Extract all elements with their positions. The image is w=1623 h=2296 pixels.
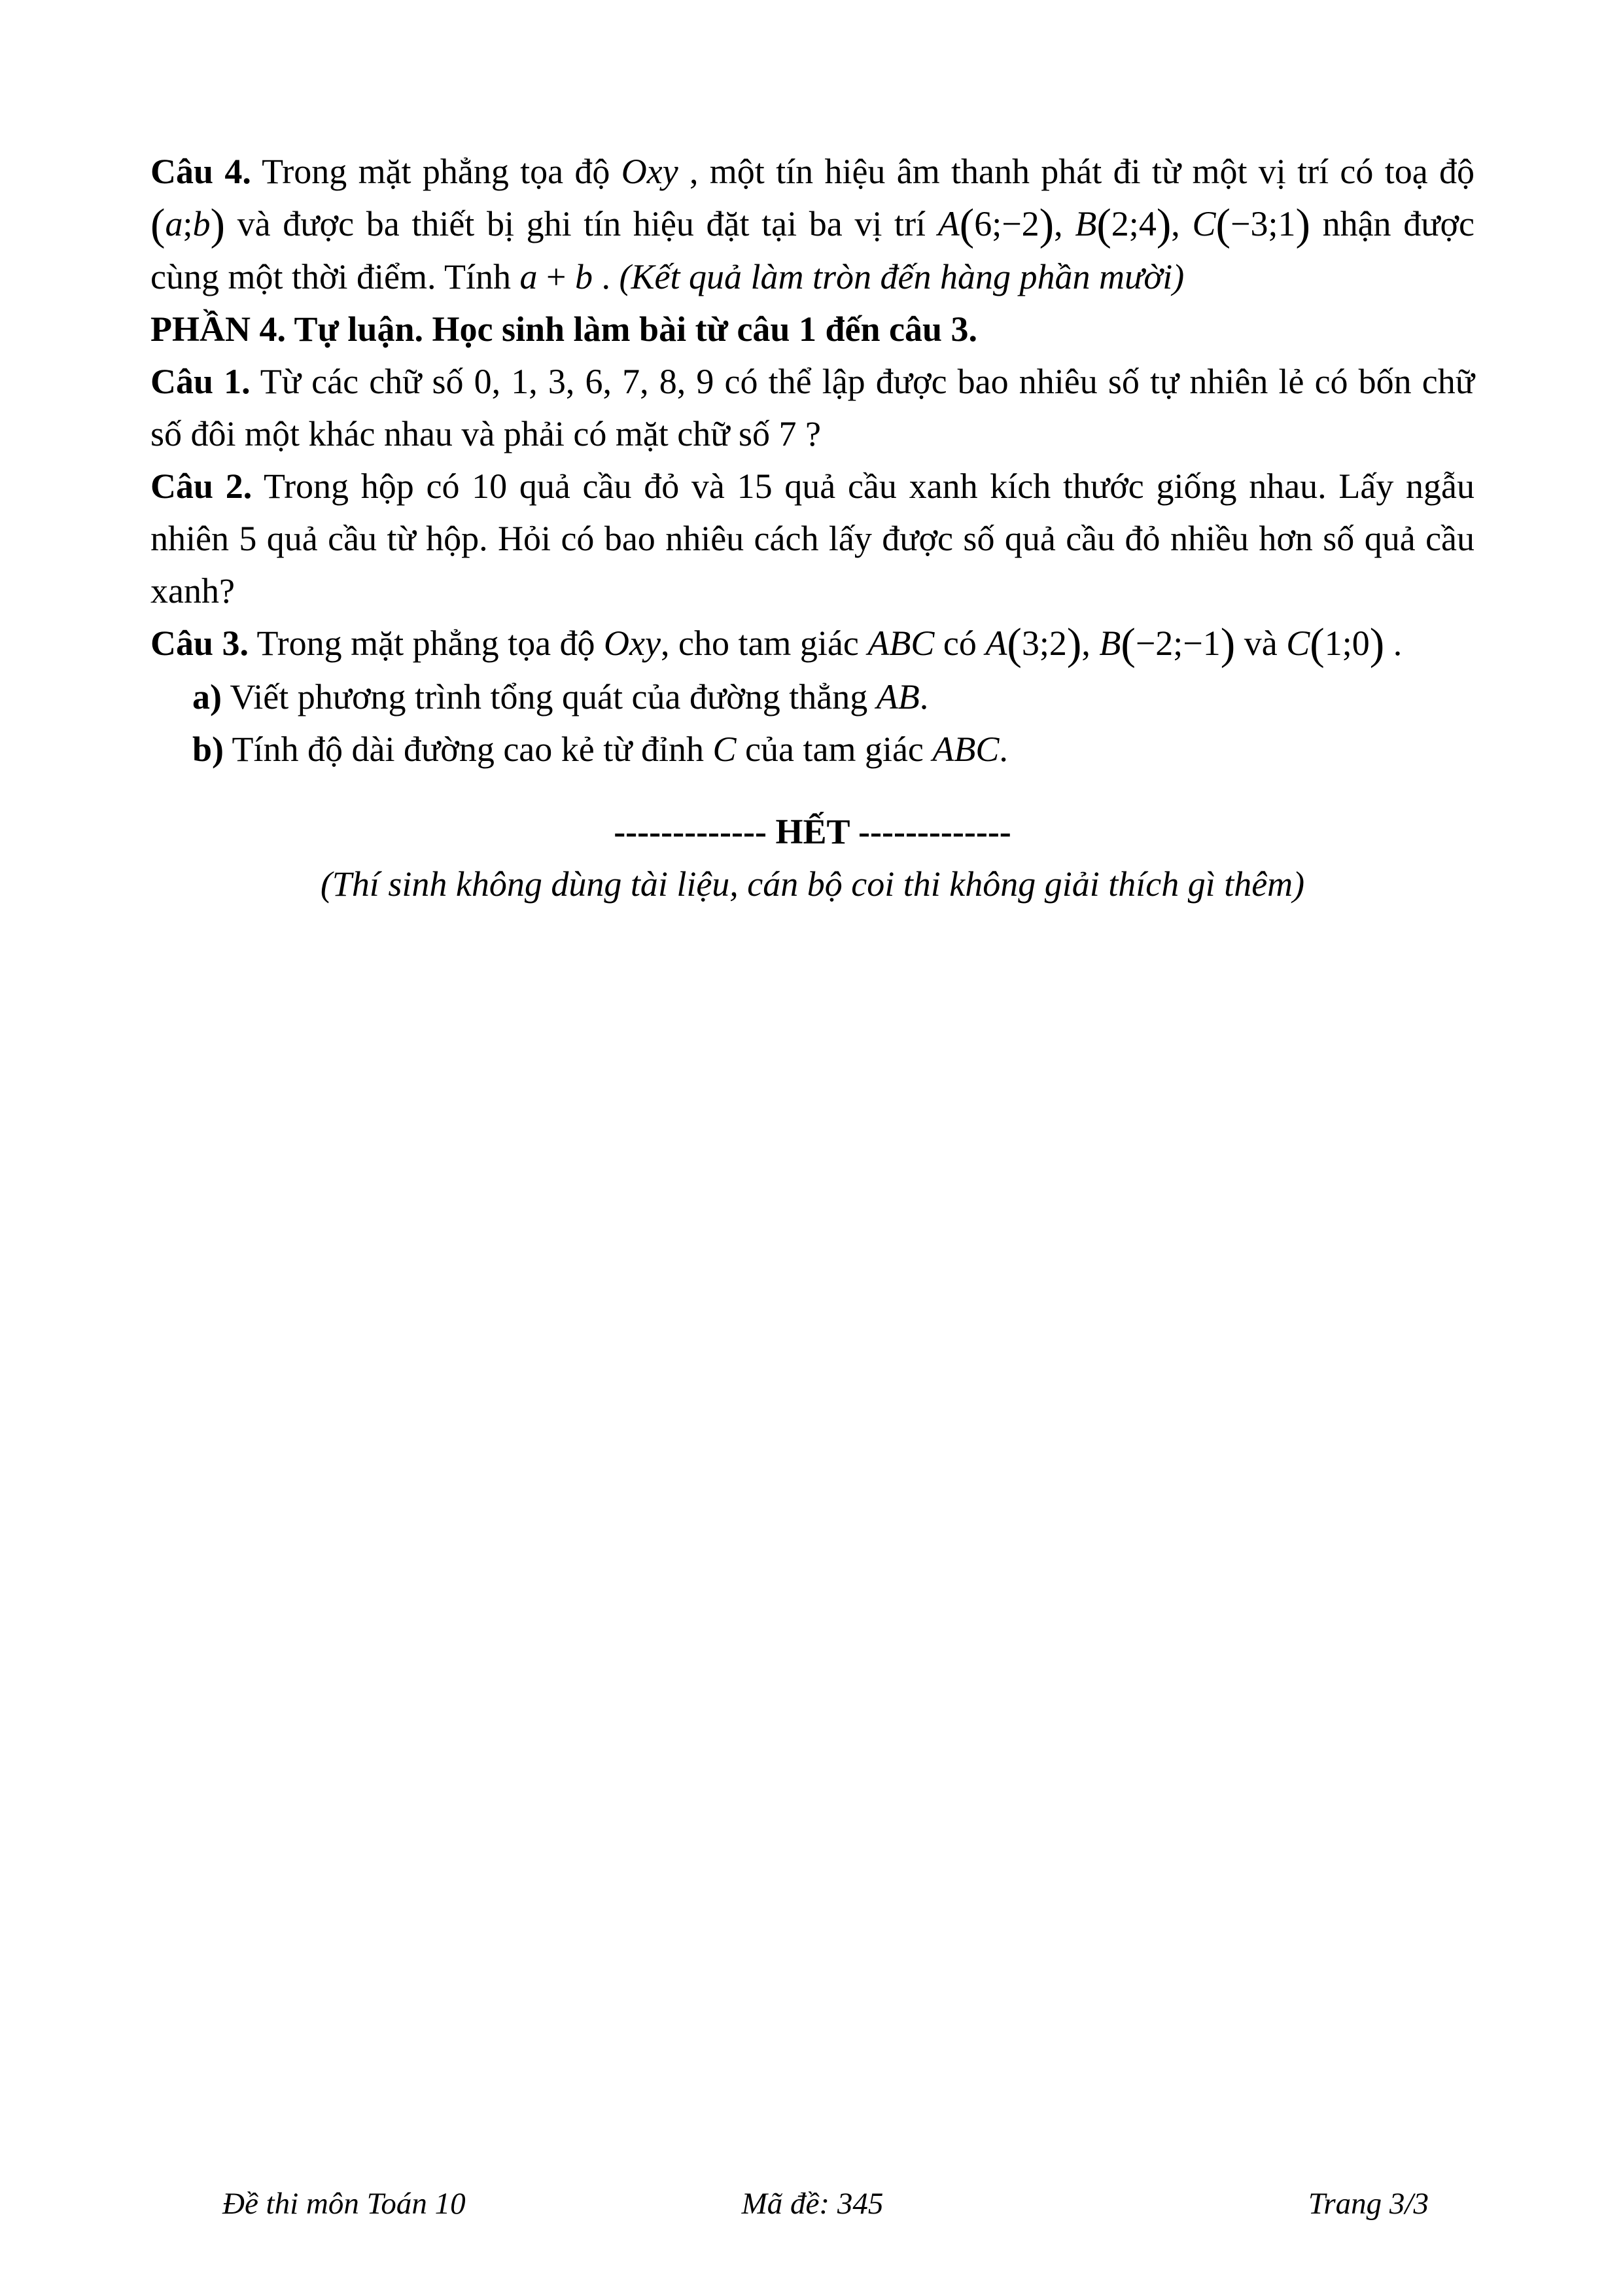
text-segment: b) <box>192 729 224 769</box>
text-segment: . <box>593 257 620 297</box>
math-segment: (a;b) <box>150 200 225 249</box>
text-segment: có <box>934 624 986 663</box>
text-segment: Câu 4. <box>150 152 251 191</box>
text-segment: Câu 1. <box>150 362 251 402</box>
text-segment: C <box>712 729 737 769</box>
text-segment: . <box>1384 624 1403 663</box>
question-2-line-3 <box>150 565 1475 617</box>
page-footer <box>150 2184 1475 2223</box>
text-segment: Từ các chữ số 0, 1, 3, 6, 7, 8, 9 có thể lập được bao nhiêu số tự nhiên lẻ có bốn chữ <box>250 362 1475 402</box>
question-1-line-1 <box>150 355 1475 408</box>
question-1-line-2 <box>150 408 1475 460</box>
text-segment: và <box>1235 624 1287 663</box>
math-segment: a + b <box>519 257 593 297</box>
math-segment: A(3;2), <box>985 619 1091 669</box>
text-segment: xanh? <box>150 571 235 611</box>
text-segment: (Thí sinh không dùng tài liệu, cán bộ coi thi không giải thích gì thêm) <box>320 864 1305 904</box>
text-segment: , cho tam giác <box>660 624 868 663</box>
part-4-heading <box>150 303 1475 355</box>
question-2-line-2 <box>150 512 1475 565</box>
math-segment: B(−2;−1) <box>1099 619 1236 669</box>
end-note <box>150 858 1475 910</box>
question-3-item-a <box>150 671 1475 723</box>
text-segment: và được ba thiết bị ghi tín hiệu đặt tại ba vị trí <box>224 204 938 243</box>
text-segment: Trong mặt phẳng tọa độ <box>251 152 621 191</box>
footer-exam-code: Mã đề: 345 <box>741 2187 884 2221</box>
text-segment: nhận được <box>1310 204 1475 243</box>
text-segment: Viết phương trình tổng quát của đường thẳng <box>221 677 877 716</box>
question-4-line-1 <box>150 145 1475 198</box>
question-4-line-3 <box>150 251 1475 303</box>
math-segment: C(1;0) <box>1286 619 1385 669</box>
text-segment: của tam giác <box>736 729 933 769</box>
text-segment: Câu 3. <box>150 624 249 663</box>
text-segment: , một tín hiệu âm thanh phát đi từ một vị trí có toạ độ <box>678 152 1475 191</box>
text-segment: Trong hộp có 10 quả cầu đỏ và 15 quả cầu xanh kích thước giống nhau. Lấy ngẫu <box>252 467 1475 506</box>
text-segment: . <box>999 729 1008 769</box>
text-segment: . <box>919 677 929 716</box>
document-body <box>150 145 1475 910</box>
text-segment: Câu 2. <box>150 467 253 506</box>
question-4-line-2 <box>150 198 1475 251</box>
text-segment: AB <box>876 677 920 716</box>
footer-subject: Đề thi môn Toán 10 <box>222 2187 466 2221</box>
question-2-line-1 <box>150 460 1475 512</box>
text-segment: nhiên 5 quả cầu từ hộp. Hỏi có bao nhiêu cách lấy được số quả cầu đỏ nhiều hơn số quả cầu <box>150 519 1475 559</box>
text-segment: a) <box>192 677 222 716</box>
math-segment: A(6;−2), <box>937 200 1063 249</box>
math-segment: C(−3;1) <box>1192 200 1310 249</box>
text-segment: ABC <box>932 729 1000 769</box>
text-segment: ------------- HẾT ------------- <box>614 811 1011 851</box>
end-separator <box>150 805 1475 858</box>
text-segment: PHẦN 4. Tự luận. Học sinh làm bài từ câu 1 đến câu 3. <box>150 309 977 349</box>
text-segment: Oxy <box>604 624 661 663</box>
text-segment: (Kết quả làm tròn đến hàng phần mười) <box>619 257 1185 297</box>
text-segment: cùng một thời điểm. Tính <box>150 257 520 297</box>
text-segment <box>1063 204 1075 243</box>
math-segment: Oxy <box>621 152 678 191</box>
footer-page-number: Trang 3/3 <box>1308 2187 1429 2221</box>
text-segment: số đôi một khác nhau và phải có mặt chữ số 7 ? <box>150 414 822 454</box>
math-segment: B(2;4), <box>1075 200 1180 249</box>
text-segment <box>1091 624 1100 663</box>
question-3-item-b <box>150 723 1475 775</box>
question-3-line-1 <box>150 617 1475 670</box>
text-segment: Trong mặt phẳng tọa độ <box>249 624 604 663</box>
text-segment: ABC <box>867 624 935 663</box>
text-segment <box>1180 204 1193 243</box>
text-segment: Tính độ dài đường cao kẻ từ đỉnh <box>224 729 713 769</box>
